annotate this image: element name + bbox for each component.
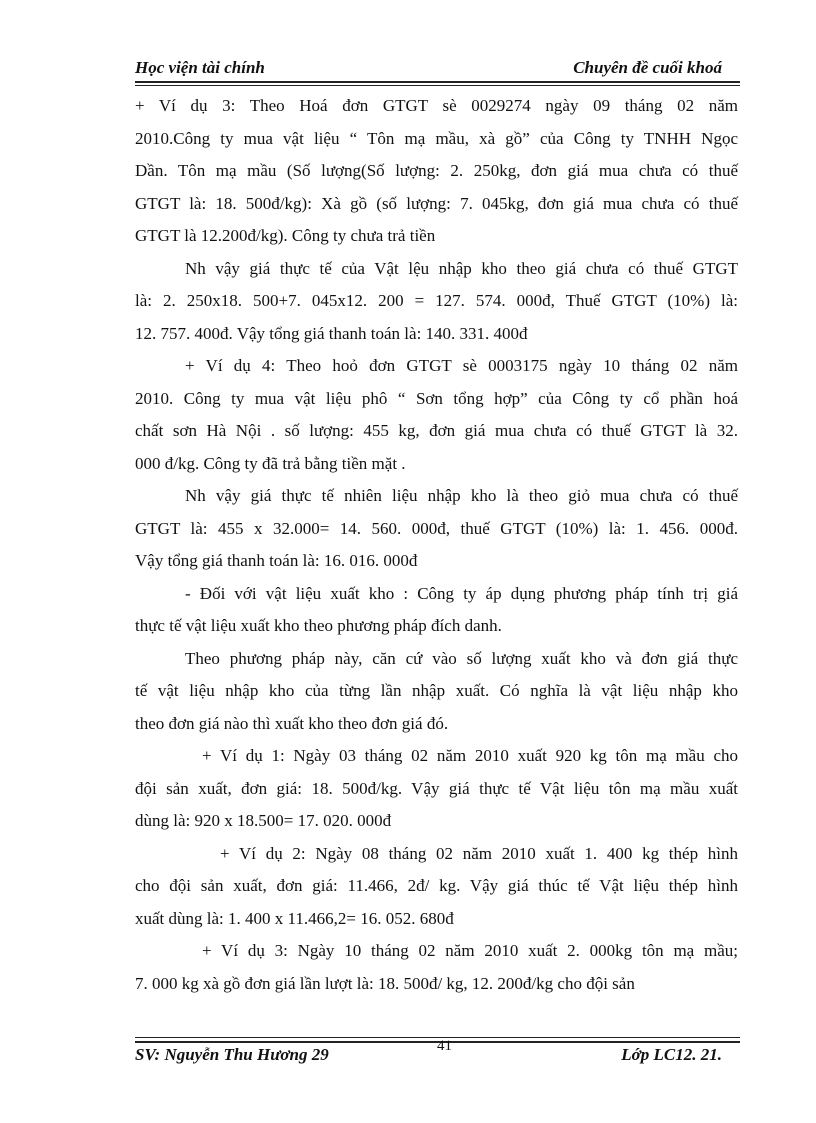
text-line: là: 2. 250x18. 500+7. 045x12. 200 = 127. 574. 000đ, Thuế GTGT (10%) là: (135, 291, 738, 310)
text-line: + Ví dụ 3: Theo Hoá đơn GTGT sè 0029274 ngày 09 tháng 02 năm (135, 96, 738, 115)
text-line: cho đội sản xuất, đơn giá: 11.466, 2đ/ kg. Vậy giá thúc tế Vật liệu thép hình (135, 876, 738, 895)
text-line: + Ví dụ 4: Theo hoỏ đơn GTGT sè 0003175 ngày 10 tháng 02 năm (185, 356, 738, 375)
text-line: + Ví dụ 3: Ngày 10 tháng 02 năm 2010 xuất 2. 000kg tôn mạ mầu; (202, 941, 738, 960)
text-line: GTGT là 12.200đ/kg). Công ty chưa trả tiền (135, 226, 436, 245)
text-line: Nh vậy giá thực tế của Vật lệu nhập kho theo giá chưa có thuế GTGT (185, 258, 738, 278)
page-number: 41 (437, 1038, 452, 1054)
text-line: Theo phương pháp này, căn cứ vào số lượng xuất kho và đơn giá thực (185, 648, 738, 668)
paragraph (135, 643, 738, 741)
text-line: 2010. Công ty mua vật liệu phô “ Sơn tổng hợp” của Công ty cổ phần hoá (135, 388, 738, 408)
paragraph (135, 253, 738, 351)
text-line: xuất dùng là: 1. 400 x 11.466,2= 16. 052. 680đ (135, 908, 454, 928)
text-line: + Ví dụ 2: Ngày 08 tháng 02 năm 2010 xuất 1. 400 kg thép hình (220, 843, 738, 863)
document-body (135, 90, 738, 1000)
text-line: theo đơn giá nào thì xuất kho theo đơn giá đó. (135, 713, 449, 733)
text-line: 7. 000 kg xà gồ đơn giá lần lượt là: 18. 500đ/ kg, 12. 200đ/kg cho đội sản (135, 973, 635, 993)
paragraph (135, 90, 738, 253)
text-line: thực tế vật liệu xuất kho theo phương pháp đích danh. (135, 616, 502, 635)
header-document-title: Chuyên đề cuối khoá (573, 58, 722, 77)
text-line: Nh vậy giá thực tế nhiên liệu nhập kho là theo giỏ mua chưa có thuế (185, 486, 738, 505)
paragraph (135, 578, 738, 643)
paragraph (135, 740, 738, 838)
text-line: GTGT là: 18. 500đ/kg): Xà gồ (số lượng: 7. 045kg, đơn giá mua chưa có thuế (135, 193, 738, 213)
text-line: tế vật liệu nhập kho của từng lần nhập xuất. Có nghĩa là vật liệu nhập kho (135, 681, 738, 700)
paragraph (135, 350, 738, 480)
text-line: dùng là: 920 x 18.500= 17. 020. 000đ (135, 811, 392, 830)
text-line: 2010.Công ty mua vật liệu “ Tôn mạ mầu, xà gồ” của Công ty TNHH Ngọc (135, 128, 738, 148)
header-rule (135, 81, 740, 83)
header-institution: Học viện tài chính (135, 58, 265, 77)
footer-class: Lớp LC12. 21. (621, 1045, 722, 1064)
page-header (135, 58, 722, 82)
text-line: GTGT là: 455 x 32.000= 14. 560. 000đ, thuế GTGT (10%) là: 1. 456. 000đ. (135, 518, 738, 538)
paragraph (135, 838, 738, 936)
footer-student-name: SV: Nguyễn Thu Hương 29 (135, 1045, 329, 1064)
paragraph (135, 480, 738, 578)
text-line: Dần. Tôn mạ mầu (Số lượng(Số lượng: 2. 250kg, đơn giá mua chưa có thuế (135, 161, 738, 180)
text-line: 000 đ/kg. Công ty đã trả bằng tiền mặt . (135, 453, 406, 473)
text-line: chất sơn Hà Nội . số lượng: 455 kg, đơn giá mua chưa có thuế GTGT là 32. (135, 421, 738, 440)
text-line: - Đối với vật liệu xuất kho : Công ty áp dụng phương pháp tính trị giá (185, 583, 738, 603)
header-rule-thin (135, 85, 740, 86)
text-line: Vậy tổng giá thanh toán là: 16. 016. 000đ (135, 551, 418, 570)
paragraph (135, 935, 738, 1000)
text-line: + Ví dụ 1: Ngày 03 tháng 02 năm 2010 xuất 920 kg tôn mạ mầu cho (202, 746, 738, 765)
text-line: 12. 757. 400đ. Vậy tổng giá thanh toán là: 140. 331. 400đ (135, 323, 528, 343)
text-line: đội sản xuất, đơn giá: 18. 500đ/kg. Vậy giá thực tế Vật liệu tôn mạ mầu xuất (135, 778, 738, 798)
